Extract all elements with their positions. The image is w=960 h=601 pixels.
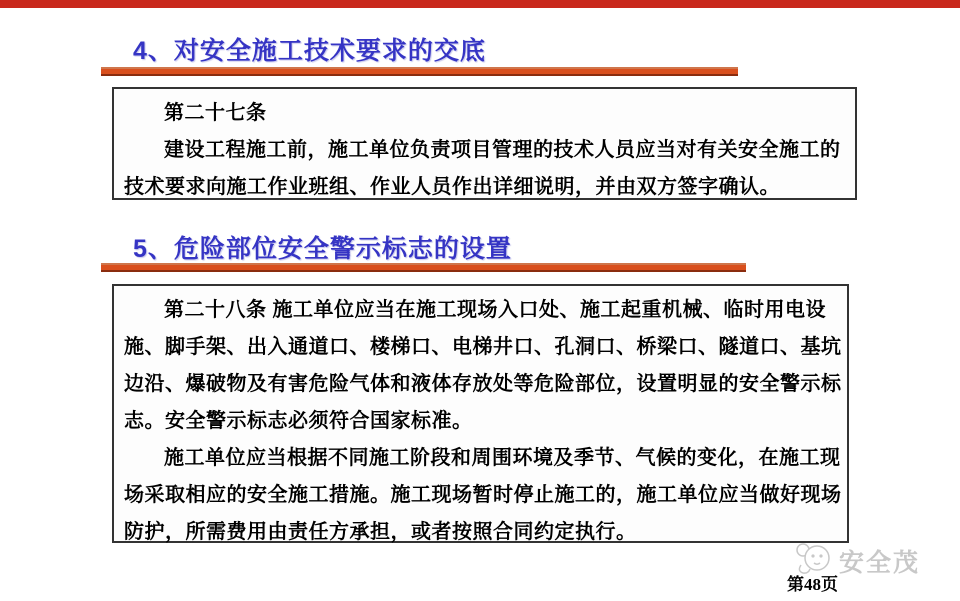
article-27-body: 建设工程施工前，施工单位负责项目管理的技术人员应当对有关安全施工的技术要求向施工作业班组、作业人员作出详细说明，并由双方签字确认。 — [124, 139, 841, 198]
article-27-title: 第二十七条 — [164, 102, 267, 124]
page-number: 第48页 — [787, 575, 838, 594]
watermark-text: 安全茂 — [839, 548, 921, 577]
article-28-box — [112, 284, 849, 543]
section-4-heading: 4、对安全施工技术要求的交底 — [133, 37, 486, 65]
section-5-heading: 5、危险部位安全警示标志的设置 — [133, 235, 512, 263]
section-4-divider — [101, 67, 738, 76]
article-28-paragraph-2: 施工单位应当根据不同施工阶段和周围环境及季节、气候的变化，在施工现场采取相应的安全施工措施。施工现场暂时停止施工的，施工单位应当做好现场防护，所需费用由责任方承担，或者按照合同约定执行。 — [124, 447, 842, 543]
article-27-box — [112, 87, 857, 200]
article-28-paragraph-1: 第二十八条 施工单位应当在施工现场入口处、施工起重机械、临时用电设施、脚手架、出入通道口、楼梯口、电梯井口、孔洞口、桥梁口、隧道口、基坑边沿、爆破物及有害危险气体和液体存放处等危险部位，设置明显的安全警示标志。安全警示标志必须符合国家标准。 — [124, 299, 842, 432]
section-5-divider — [101, 263, 746, 272]
top-accent-bar — [0, 0, 960, 8]
